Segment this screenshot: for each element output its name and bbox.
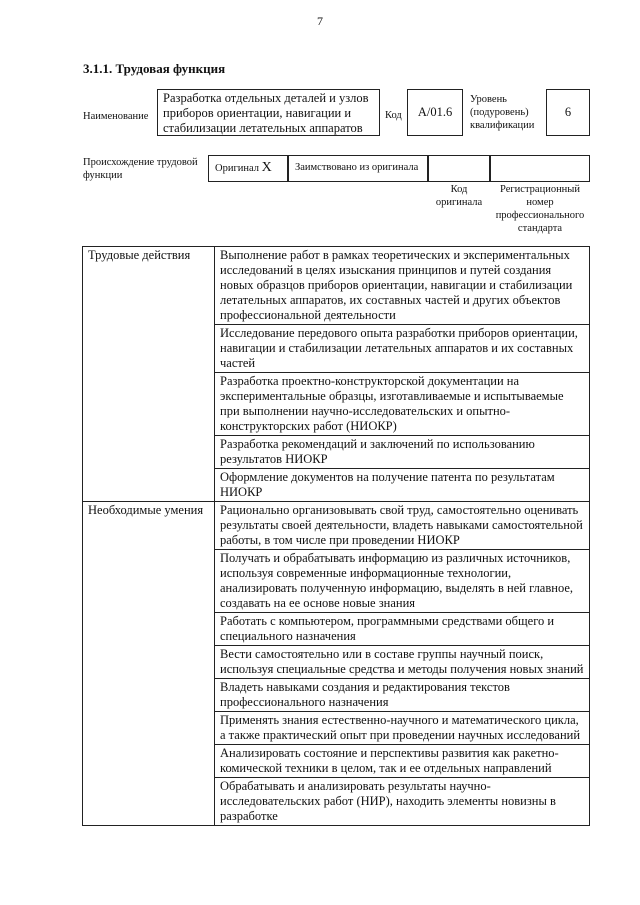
- original-cell: [208, 155, 288, 182]
- function-code: [407, 89, 463, 136]
- original-code-caption: Код оригинала: [435, 184, 483, 208]
- page-number: 7: [317, 14, 323, 28]
- skills-category: Необходимые умения: [83, 502, 215, 826]
- original-code-cell: [428, 155, 490, 182]
- list-item: Рационально организовывать свой труд, самостоятельно оценивать результаты своей деятельности, владеть навыками самостоятельной работы, в том числе при проведении НИОКР: [215, 502, 590, 550]
- original-label: Оригинал: [215, 163, 259, 174]
- registration-number-cell: [490, 155, 590, 182]
- registration-number-caption: Регистрационный номер профессионального стандарта: [495, 184, 585, 234]
- list-item: Обрабатывать и анализировать результаты научно-исследовательских работ (НИР), находить элементы новизны в разработке: [215, 778, 590, 826]
- table-row: [83, 247, 590, 325]
- code-label: Код: [385, 110, 402, 121]
- list-item: Работать с компьютером, программными средствами общего и специального назначения: [215, 613, 590, 646]
- section-title: 3.1.1. Трудовая функция: [83, 61, 226, 76]
- list-item: Выполнение работ в рамках теоретических и экспериментальных исследований в целях изыскания принципов и путей создания новых образцов приборов ориентации, навигации и стабилизации летательных аппаратов, их составных частей и других объектов профессиональной деятельности: [215, 247, 590, 325]
- list-item: Владеть навыками создания и редактирования текстов профессионального назначения: [215, 679, 590, 712]
- level-label: Уровень (подуровень) квалификации: [470, 94, 535, 131]
- name-label: Наименование: [83, 111, 149, 122]
- qualification-level-value: 6: [564, 105, 572, 119]
- origin-label: Происхождение трудовой функции: [83, 157, 198, 181]
- list-item: Получать и обрабатывать информацию из различных источников, используя современные информационные технологии, анализировать полученную информацию, выделять в ней главное, создавать на ее основе новые знания: [215, 550, 590, 613]
- original-mark: X: [261, 160, 272, 175]
- borrowed-cell: Заимствовано из оригинала: [288, 155, 428, 182]
- function-code-value: A/01.6: [417, 105, 453, 119]
- list-item: Анализировать состояние и перспективы развития как ракетно-комической техники в целом, так и ее отдельных направлений: [215, 745, 590, 778]
- list-item: Применять знания естественно-научного и математического цикла, а также практический опыт при проведении научных исследований: [215, 712, 590, 745]
- function-name: Разработка отдельных деталей и узлов приборов ориентации, навигации и стабилизации летательных аппаратов: [157, 89, 380, 136]
- actions-category: Трудовые действия: [83, 247, 215, 502]
- list-item: Разработка проектно-конструкторской документации на экспериментальные образцы, изготавливаемые и испытываемые при выполнении научно-исследовательских и опытно-конструкторских работ (НИОКР): [215, 373, 590, 436]
- list-item: Вести самостоятельно или в составе группы научный поиск, используя специальные средства и методы получения новых знаний: [215, 646, 590, 679]
- list-item: Разработка рекомендаций и заключений по использованию результатов НИОКР: [215, 436, 590, 469]
- function-table: [82, 246, 590, 826]
- list-item: Оформление документов на получение патента по результатам НИОКР: [215, 469, 590, 502]
- table-row: [83, 502, 590, 550]
- qualification-level: [546, 89, 590, 136]
- list-item: Исследование передового опыта разработки приборов ориентации, навигации и стабилизации летательных аппаратов и их составных частей: [215, 325, 590, 373]
